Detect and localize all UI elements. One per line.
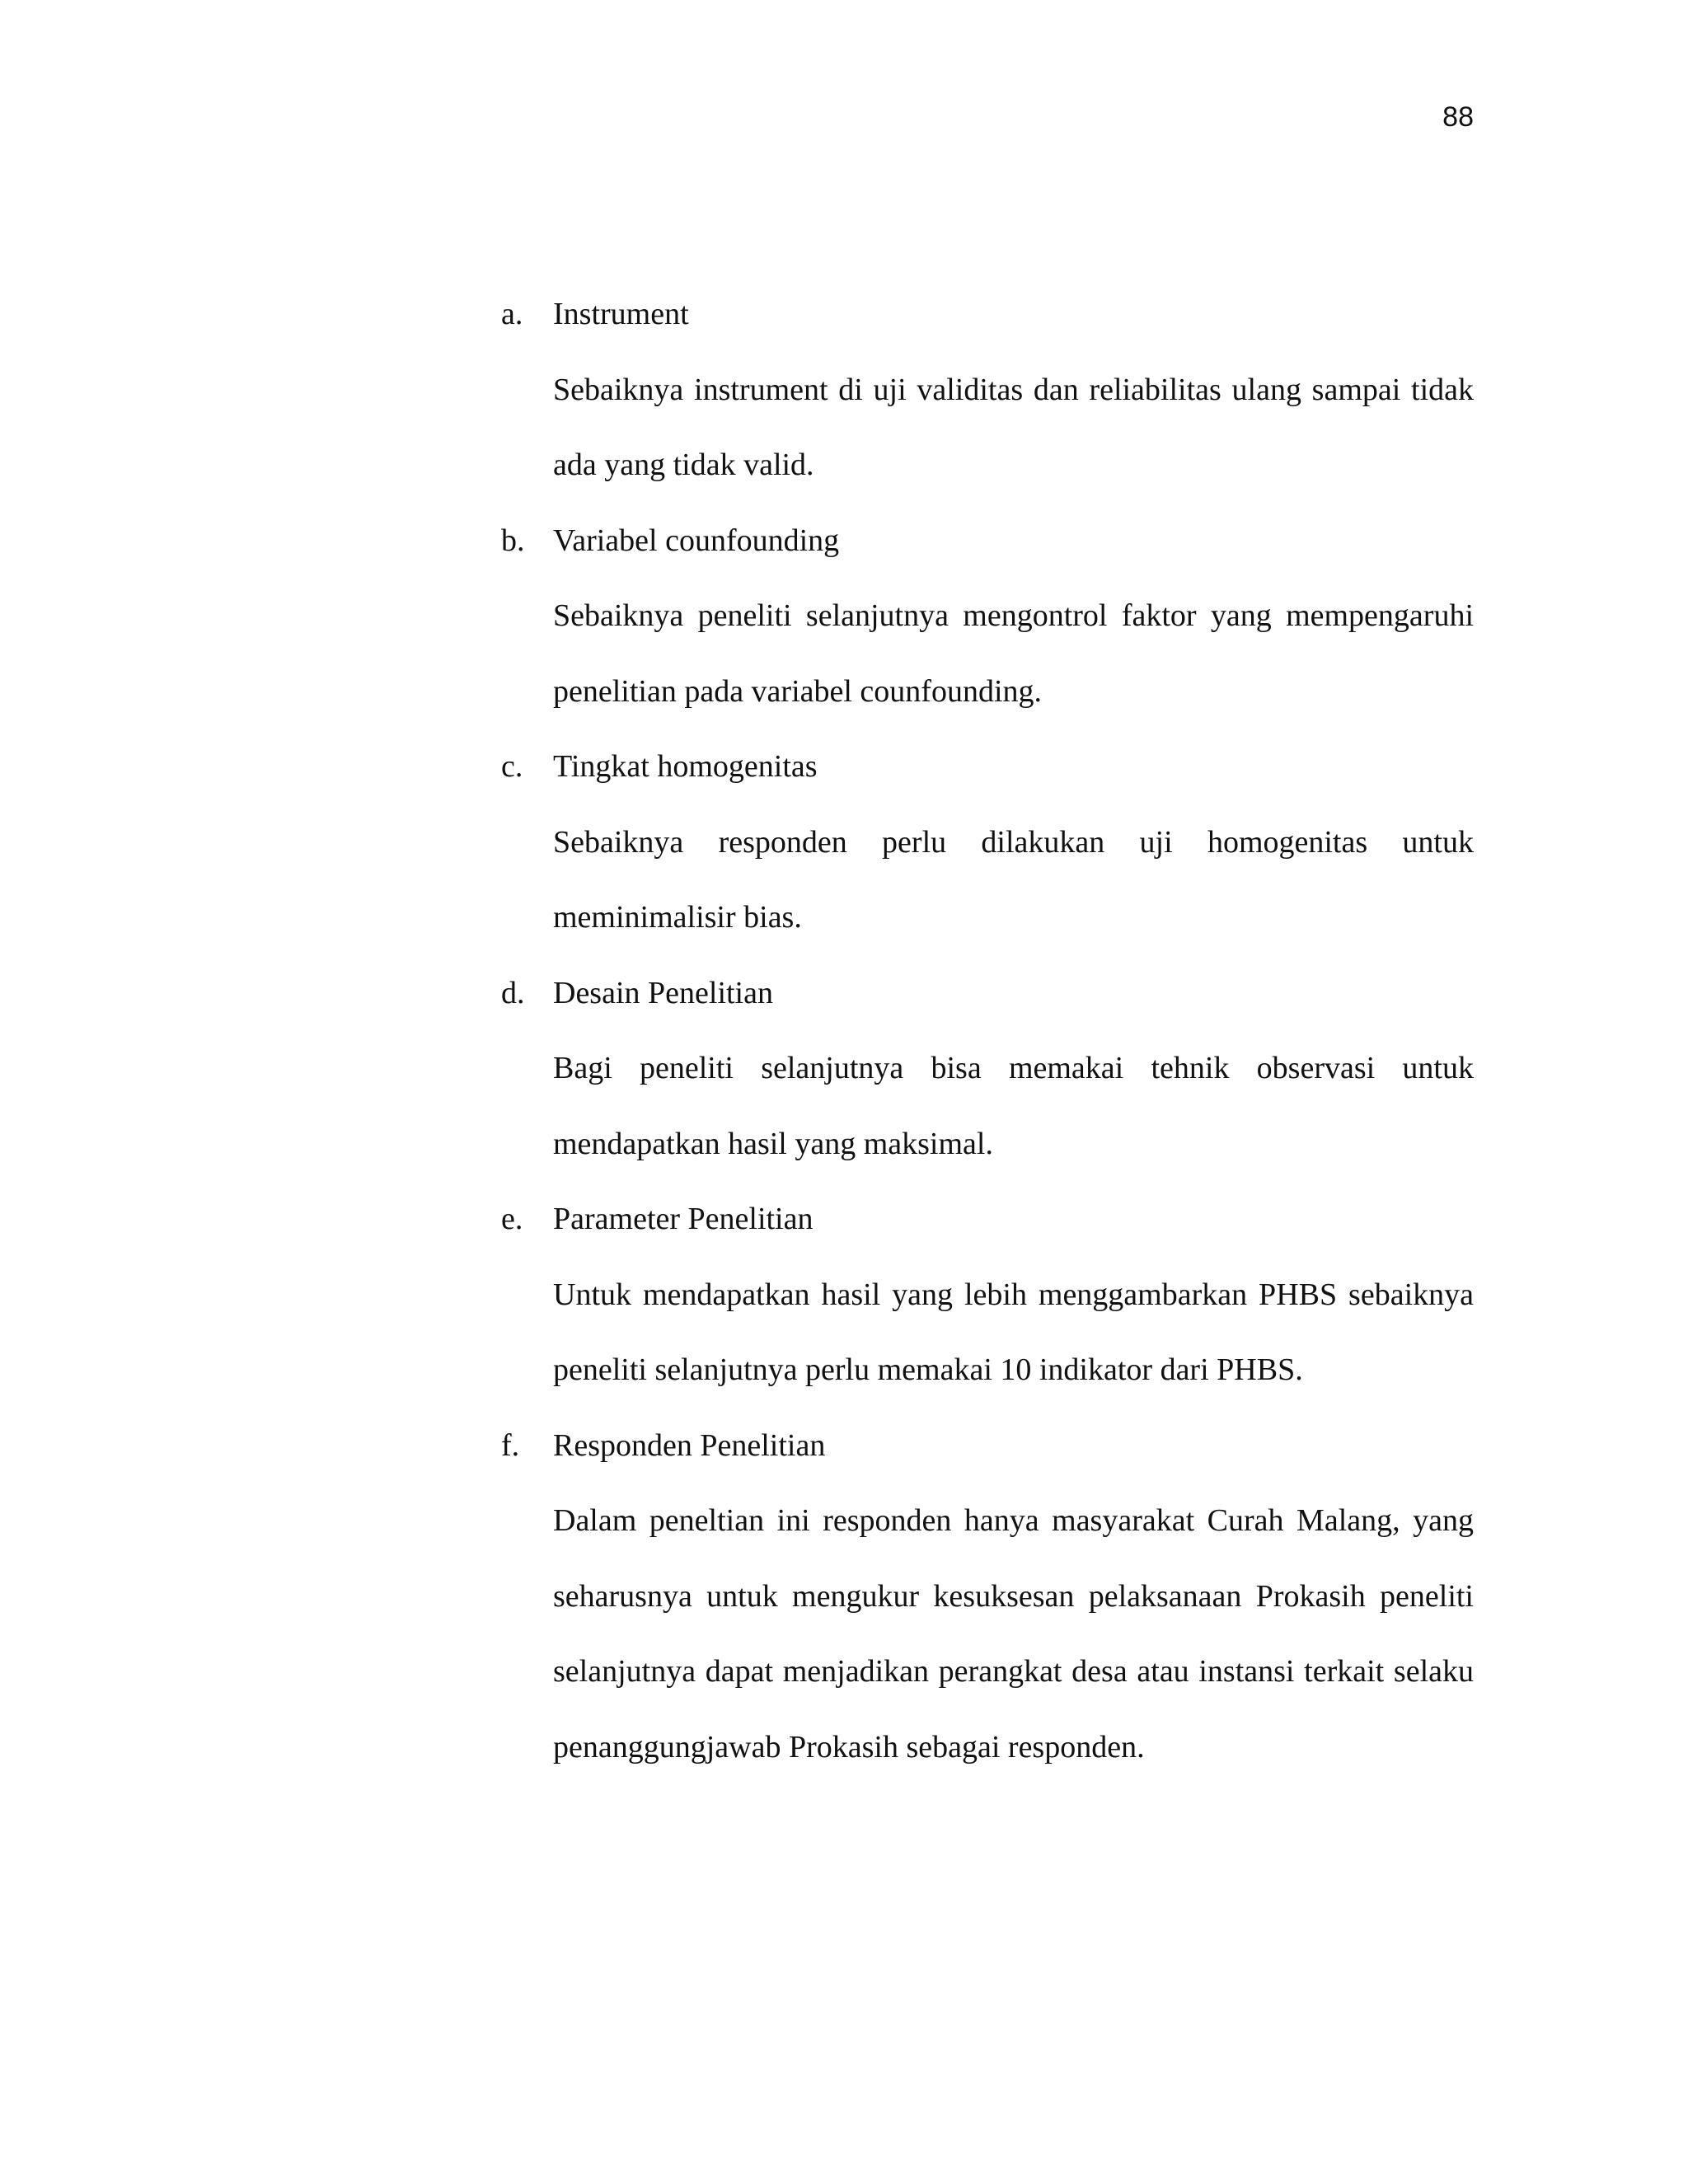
item-title: Instrument [553,297,689,331]
item-body: Untuk mendapatkan hasil yang lebih menggambarkan PHBS sebaiknya peneliti selanjutnya perlu memakai 10 indikator dari PHBS. [553,1277,1474,1387]
item-body: Dalam peneltian ini responden hanya masyarakat Curah Malang, yang seharusnya untuk mengukur kesuksesan pelaksanaan Prokasih peneliti selanjutnya dapat menjadikan perangkat desa atau instansi terkait selaku penanggungjawab Prokasih sebagai responden. [553,1503,1474,1765]
list-marker: f. [501,1427,520,1463]
item-body: Bagi peneliti selanjutnya bisa memakai tehnik observasi untuk mendapatkan hasil yang maksimal. [553,1051,1474,1161]
recommendation-list [501,277,1474,1785]
list-marker: e. [501,1202,523,1236]
list-marker: b. [501,523,525,558]
item-title: Tingkat homogenitas [553,749,818,784]
list-item-desain-penelitian [501,956,1474,1183]
list-item-responden-penelitian [501,1408,1474,1786]
list-item-instrument [501,277,1474,504]
page-number: 88 [1442,101,1474,133]
list-item-variabel-counfounding [501,504,1474,730]
list-marker: d. [501,975,525,1010]
item-body: Sebaiknya instrument di uji validitas dan reliabilitas ulang sampai tidak ada yang tidak valid. [553,372,1474,482]
item-title: Parameter Penelitian [553,1202,814,1236]
list-item-parameter-penelitian [501,1182,1474,1408]
list-item-tingkat-homogenitas [501,729,1474,956]
item-title: Variabel counfounding [553,523,840,558]
item-body: Sebaiknya peneliti selanjutnya mengontrol faktor yang mempengaruhi penelitian pada variabel counfounding. [553,598,1474,709]
item-title: Desain Penelitian [553,975,773,1010]
list-marker: a. [501,297,523,331]
item-body: Sebaiknya responden perlu dilakukan uji homogenitas untuk meminimalisir bias. [553,824,1474,935]
item-title: Responden Penelitian [553,1427,826,1463]
list-marker: c. [501,749,523,784]
